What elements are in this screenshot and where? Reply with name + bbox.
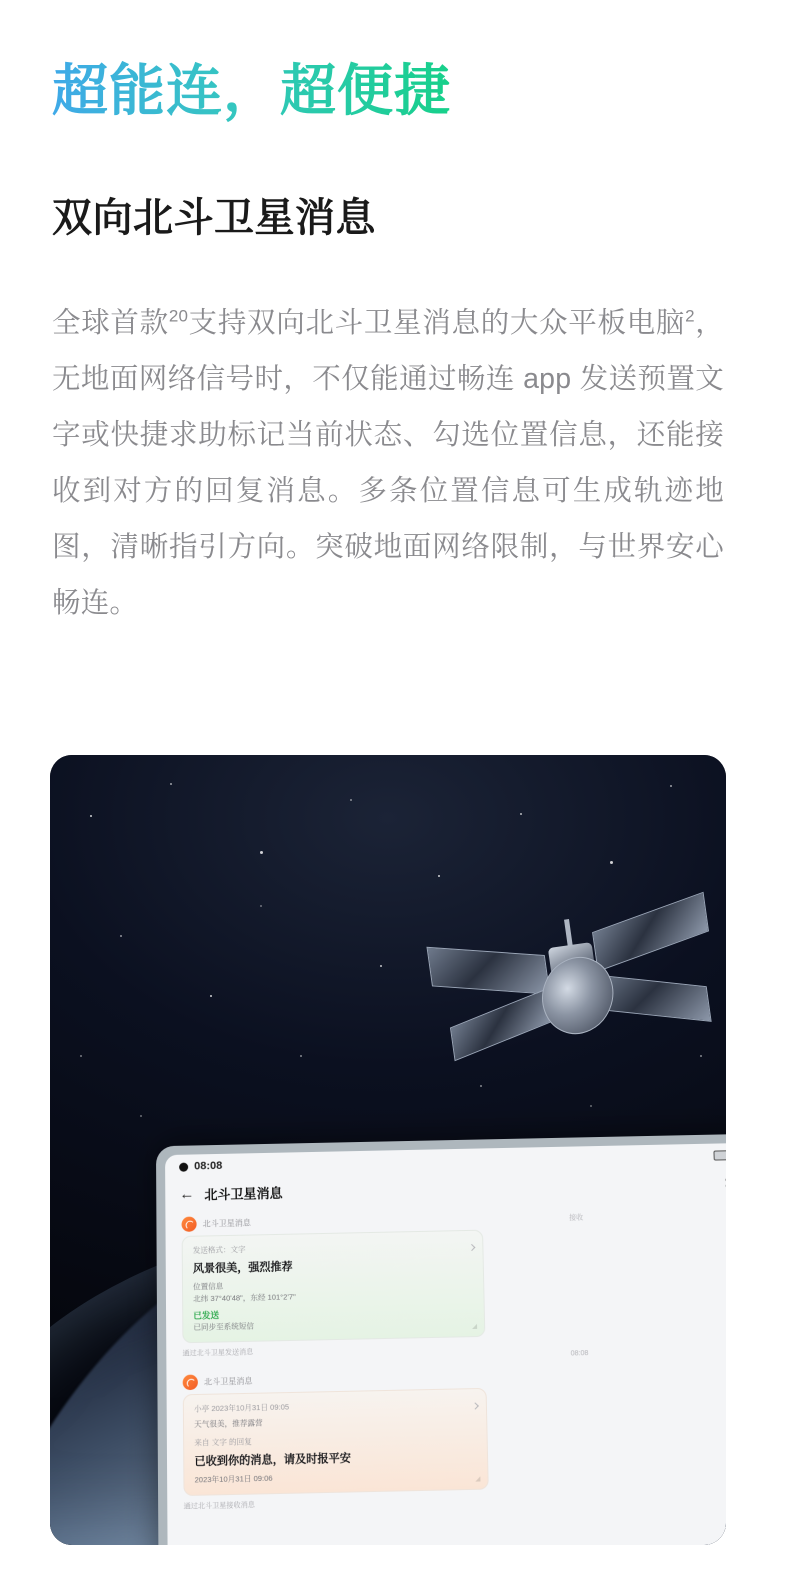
more-grid-icon[interactable] (725, 1178, 726, 1187)
body-paragraph (52, 295, 724, 631)
message-timestamp: 2023年10月31日 09:06 (194, 1473, 273, 1485)
status-bar-time: 08:08 (194, 1159, 223, 1173)
message-header (181, 1205, 726, 1232)
tablet-screen (165, 1143, 726, 1545)
page-headline: 超能连，超便捷 (52, 58, 451, 124)
message-meta: 小亭 2023年10月31日 09:05 (194, 1402, 290, 1414)
message-source-label: 北斗卫星消息 (202, 1218, 251, 1229)
message-line-3: 已同步至系统短信 (193, 1321, 255, 1332)
beidou-satellite-icon (183, 1375, 198, 1391)
message-block-sent (181, 1205, 726, 1358)
message-footnote: 通过北斗卫星接收消息 (183, 1501, 255, 1511)
system-note-1: 接收 (569, 1214, 584, 1222)
hero-image (50, 755, 726, 1545)
tablet-device (156, 1134, 726, 1545)
message-footnote: 通过北斗卫星发送消息 (182, 1348, 254, 1358)
message-subline: 天气很美，推荐露营 (194, 1418, 263, 1429)
body-run-2: 支持双向北斗卫星消息的大众平板电脑 (188, 307, 686, 339)
message-title: 已收到你的消息，请及时报平安 (194, 1452, 352, 1468)
system-note-2: 08:08 (570, 1349, 589, 1358)
message-line-1: 位置信息 (193, 1281, 224, 1292)
solar-panel-left-2 (450, 987, 554, 1061)
app-bar-title: 北斗卫星消息 (204, 1185, 283, 1202)
solar-panel-left (426, 947, 550, 995)
solar-panel-right (592, 892, 709, 972)
message-source-label: 北斗卫星消息 (203, 1376, 253, 1387)
message-bubble-sent[interactable] (182, 1230, 486, 1344)
beidou-satellite-icon (181, 1217, 196, 1232)
bubble-corner-fold (475, 1476, 480, 1481)
bubble-corner-fold (472, 1324, 477, 1329)
body-run-3: ，无地面网络信号时，不仅能通过畅连 app 发送预置文字或快捷求助标记当前状态、勾选位置信息，还能接收到对方的回复消息。多条位置信息可生成轨迹地图，清晰指引方向。突破地面网络限制，与世界安心畅连。 (52, 307, 725, 619)
message-bubble-received[interactable] (183, 1388, 489, 1496)
message-reply-source: 来自 文字 的回复 (194, 1436, 252, 1448)
message-status: 已发送 (193, 1309, 220, 1321)
camera-punch-hole-icon (179, 1162, 188, 1171)
body-run-1: 全球首款 (52, 307, 169, 339)
status-bar-right (713, 1150, 726, 1160)
message-title: 风景很美，强烈推荐 (192, 1260, 293, 1276)
message-header (183, 1363, 726, 1390)
message-line-2: 北纬 37°40'48"，东经 101°2'7" (193, 1292, 296, 1304)
satellite-illustration (417, 886, 726, 1124)
page-subheading: 双向北斗卫星消息 (52, 196, 376, 240)
footnote-marker-2: 2 (685, 306, 695, 326)
chat-thread (165, 1197, 726, 1545)
message-meta: 发送格式：文字 (192, 1244, 246, 1255)
message-block-received (183, 1363, 726, 1511)
back-arrow-icon[interactable]: ← (179, 1184, 195, 1203)
battery-icon (713, 1150, 726, 1160)
footnote-marker-20: 20 (168, 306, 189, 326)
